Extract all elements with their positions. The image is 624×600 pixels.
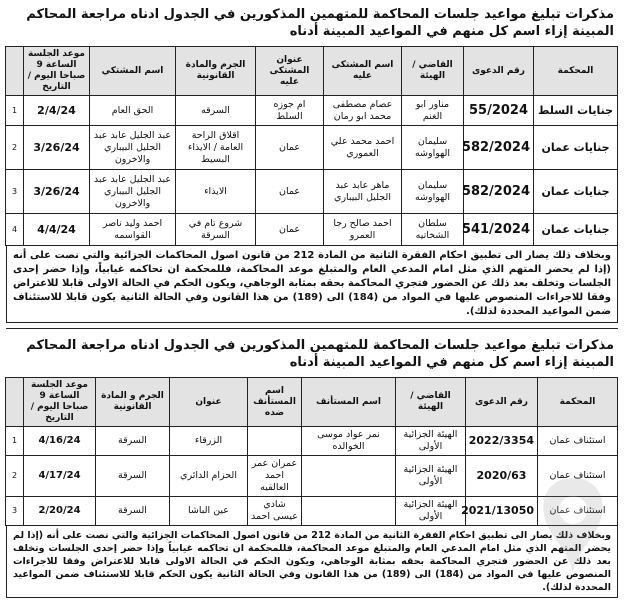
cell-respondent: شادي عيسى احمد [248,497,302,526]
table-row [6,497,618,526]
cell-address: عمان [256,126,324,170]
header-complainant: اسم المشتكي [90,47,176,96]
cell-case-no: 582/2024 [464,126,534,170]
cell-address: عمان [256,214,324,246]
cell-crime: شروع تام في السرقة [176,214,256,246]
legal-notice-text-2: وبخلاف ذلك يصار الى تطبيق احكام الفقرة الثانية من المادة 212 من قانون اصول المحاكمات الجزائية والتي نصت على أنه (إذا لم يحضر المتهم الذي مثل امام المدعي العام والمتبلغ موعد المحاكمة، فللمحكمة ان تحاكمه غيابياً وإذا حضر إحدى الجلسات وتخلف بعد ذلك عن الحضور فتجري المحاكمة بحقه بمثابة الوجاهي، ويكون الحكم في الحالة الاولى قابلا للاعتراض وفقا للاجراءات المنصوص عليها في المواد من (184) الى (189) من هذا القانون وفي الحالة الثانية يكون الحكم قابلا للاستئناف ضمن المواعيد المحددة لذلك). [6,526,618,598]
cell-court: استئناف عمان [538,427,618,456]
header-address: عنوان [170,378,248,427]
cell-date: 3/26/24 [24,170,90,214]
cell-respondent: عمران عمر احمد العالقيه [248,456,302,497]
cell-complainant: احمد وليد ناصر القواسمه [90,214,176,246]
header-court: المحكمة [538,378,618,427]
cell-court: استئناف عمان [538,456,618,497]
header-appellant: اسم المستأنف [302,378,396,427]
table-header-row [6,47,618,96]
cell-row-no: 2 [6,126,24,170]
cell-case-no: 2020/63 [466,456,538,497]
cell-row-no: 4 [6,214,24,246]
cell-date: 2/20/24 [24,497,96,526]
sessions-table-2 [5,377,618,526]
cell-accused: ماهر عابد عبد الجليل البيباري [324,170,402,214]
table-row [6,214,618,246]
header-accused: اسم المشتكى عليه [324,47,402,96]
cell-appellant [302,456,396,497]
cell-court: جنايات عمان [534,170,618,214]
header-address: عنوان المشتكى عليه [256,47,324,96]
table-row [6,126,618,170]
cell-court: جنايات عمان [534,126,618,170]
cell-case-no: 582/2024 [464,170,534,214]
cell-judge: سليمان الهواوشه [402,170,464,214]
cell-crime: السرقة [96,427,170,456]
cell-address: الحزام الدائري [170,456,248,497]
cell-court: استئناف عمان [538,497,618,526]
table-row [6,170,618,214]
cell-date: 4/4/24 [24,214,90,246]
cell-case-no: 2022/3354 [466,427,538,456]
cell-case-no: 55/2024 [464,96,534,126]
cell-judge: مناور ابو الغنم [402,96,464,126]
cell-accused: عصام مصطفى محمد ابو رمان [324,96,402,126]
cell-crime: السرقة [96,456,170,497]
cell-row-no: 3 [6,170,24,214]
cell-crime: اقلاق الراحة العامة / الايذاء البسيط [176,126,256,170]
header-crime: الجرم والمادة القانونية [176,47,256,96]
header-court: المحكمة [534,47,618,96]
header-crime: الجرم و المادة القانونية [96,378,170,427]
cell-complainant: عبد الجليل عابد عبد الجليل البيباري والاخرون [90,126,176,170]
cell-complainant: عبد الجليل عابد عبد الجليل البيباري والاخرون [90,170,176,214]
notice-title-2: مذكرات تبليغ مواعيد جلسات المحاكمة للمتهمين المذكورين في الجدول ادناه مراجعة المحاكم المبينة إزاء اسم كل منهم في المواعيد المبينة أدناه [26,338,614,370]
header-judge: القاضي / الهيئة [396,378,466,427]
cell-accused: احمد محمد علي العموري [324,126,402,170]
cell-date: 4/17/24 [24,456,96,497]
cell-crime: الايذاء [176,170,256,214]
cell-case-no: 2021/13050 [466,497,538,526]
cell-respondent [248,427,302,456]
header-respondent: اسم المستأنف ضده [248,378,302,427]
header-row-no [6,47,24,96]
cell-address: ام جوزه السلط [256,96,324,126]
legal-notice-text-1: وبخلاف ذلك يصار الى تطبيق احكام الفقرة الثانية من المادة 212 من قانون اصول المحاكمات الجزائية والتي نصت على أنه (إذا لم يحضر المتهم الذي مثل امام المدعي العام والمتبلغ موعد المحاكمة، فللمحكمة ان تحاكمه غيابياً، وإذا حضر إحدى الجلسات وتخلف بعد ذلك عن الحضور فتجري المحاكمة بحقه بمثابة الوجاهي، ويكون الحكم في الحالة الاولى قابلا للاعتراض وفقا للاجراءات المنصوص عليها في المواد من (184) الى (189) من هذا القانون وفي الحالة الثانية يكون قابلا للاستئناف ضمن المواعيد المحددة لذلك). [6,246,618,323]
cell-date: 2/4/24 [24,96,90,126]
header-row-no [6,378,24,427]
cell-judge: الهيئة الجزائية الأولى [396,427,466,456]
sessions-table-1 [5,46,618,246]
cell-row-no: 2 [6,456,24,497]
cell-judge: سليمان الهواوشه [402,126,464,170]
table-row [6,456,618,497]
cell-address: عمان [256,170,324,214]
table-row [6,96,618,126]
header-session: موعد الجلسة الساعة 9 صباحا اليوم / التاريخ [24,378,96,427]
cell-row-no: 1 [6,96,24,126]
cell-date: 3/26/24 [24,126,90,170]
notice-title-1: مذكرات تبليغ مواعيد جلسات المحاكمة للمتهمين المذكورين في الجدول ادناه مراجعة المحاكم المبينة إزاء اسم كل منهم في المواعيد المبينة أدناه [26,7,614,39]
table-row [6,427,618,456]
cell-date: 4/16/24 [24,427,96,456]
header-case-no: رقم الدعوى [464,47,534,96]
cell-case-no: 541/2024 [464,214,534,246]
cell-court: جنايات عمان [534,214,618,246]
header-session: موعد الجلسة الساعة 9 صباحا اليوم / التاريخ [24,47,90,96]
header-judge: القاضي / الهيئة [402,47,464,96]
cell-court: جنايات السلط [534,96,618,126]
cell-accused: احمد صالح رجا العمرو [324,214,402,246]
cell-judge: الهيئة الجزائية الأولى [396,497,466,526]
cell-crime: السرقة [96,497,170,526]
table-header-row [6,378,618,427]
cell-appellant: نمر عواد موسى الخوالده [302,427,396,456]
cell-judge: سلطان الشخاتيه [402,214,464,246]
cell-complainant: الحق العام [90,96,176,126]
section-divider [6,326,618,329]
cell-row-no: 1 [6,427,24,456]
cell-judge: الهيئة الجزائية الأولى [396,456,466,497]
cell-crime: السرقه [176,96,256,126]
cell-row-no: 3 [6,497,24,526]
header-case-no: رقم الدعوى [466,378,538,427]
cell-appellant [302,497,396,526]
cell-address: الزرقاء [170,427,248,456]
cell-address: عين الباشا [170,497,248,526]
